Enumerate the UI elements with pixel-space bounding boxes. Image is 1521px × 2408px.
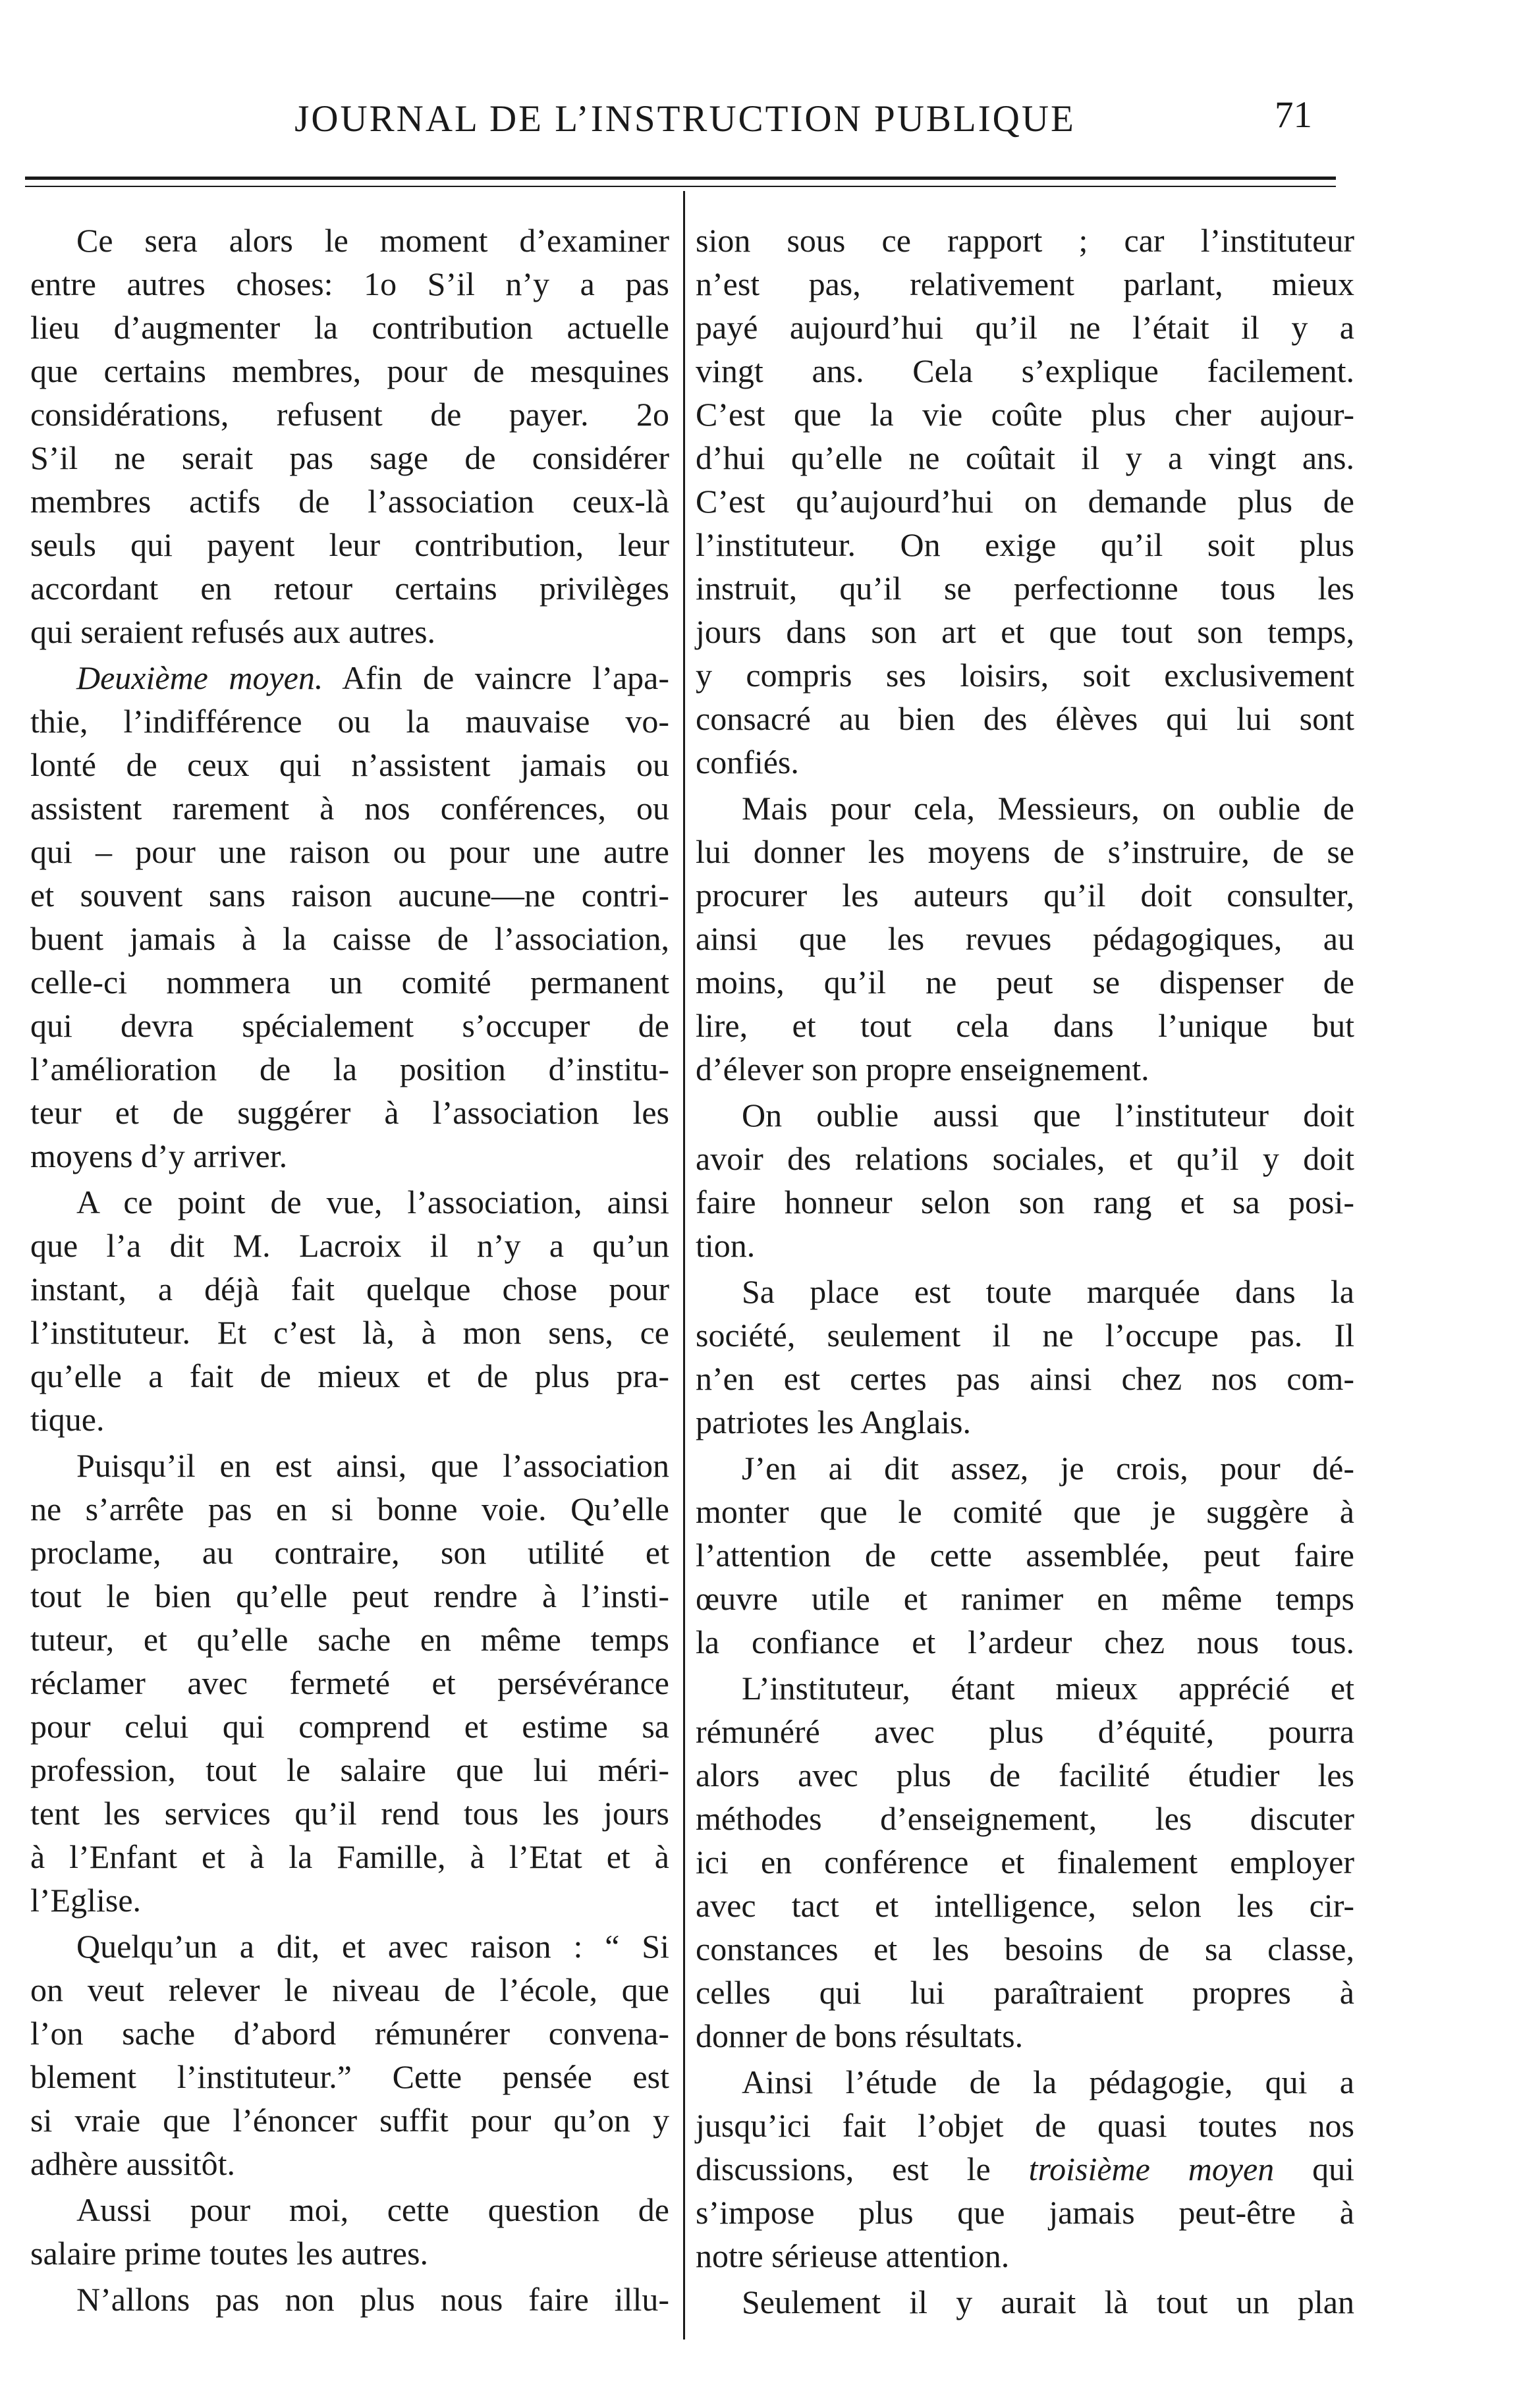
text-span: qui xyxy=(1312,2150,1354,2187)
paragraph-lead-line xyxy=(30,656,669,699)
text-line: blement l’instituteur.” Cette pensée est xyxy=(30,2058,669,2095)
text-line: ainsi que les revues pédagogiques, au xyxy=(696,920,1354,957)
text-line: œuvre utile et ranimer en même temps xyxy=(696,1580,1354,1617)
text-line: avoir des relations sociales, et qu’il y doit xyxy=(696,1140,1354,1177)
text-line: assistent rarement à nos conférences, ou xyxy=(30,790,669,827)
header-rule-thick xyxy=(25,177,1336,180)
text-line: méthodes d’enseignement, les discuter xyxy=(696,1800,1354,1837)
text-line: n’en est certes pas ainsi chez nos com- xyxy=(696,1360,1354,1397)
page-number: 71 xyxy=(1275,94,1312,136)
text-line: sion sous ce rapport ; car l’instituteur xyxy=(696,222,1354,259)
text-line: l’amélioration de la position d’institu- xyxy=(30,1051,669,1087)
text-line: celles qui lui paraîtraient propres à xyxy=(696,1974,1354,2011)
text-line: qui devra spécialement s’occuper de xyxy=(30,1007,669,1044)
text-line: Aussi pour moi, cette question de xyxy=(76,2191,669,2228)
text-line: moins, qu’il ne peut se dispenser de xyxy=(696,964,1354,1000)
text-line: patriotes les Anglais. xyxy=(696,1404,971,1440)
text-line: A ce point de vue, l’association, ainsi xyxy=(76,1184,669,1220)
text-line: lonté de ceux qui n’assistent jamais ou xyxy=(30,746,669,783)
text-line: C’est qu’aujourd’hui on demande plus de xyxy=(696,483,1354,520)
text-line: payé aujourd’hui qu’il ne l’était il y a xyxy=(696,309,1354,346)
text-line: l’on sache d’abord rémunérer convena- xyxy=(30,2015,669,2052)
header-rule-thin xyxy=(25,186,1336,187)
text-line: S’il ne serait pas sage de considérer xyxy=(30,439,669,476)
text-line: monter que le comité que je suggère à xyxy=(696,1493,1354,1530)
text-line: lieu d’augmenter la contribution actuelle xyxy=(30,309,669,346)
text-line: ne s’arrête pas en si bonne voie. Qu’elle xyxy=(30,1491,669,1527)
text-line: alors avec plus de facilité étudier les xyxy=(696,1757,1354,1793)
text-line: Puisqu’il en est ainsi, que l’association xyxy=(76,1447,669,1484)
text-line: instant, a déjà fait quelque chose pour xyxy=(30,1271,669,1307)
text-line: faire honneur selon son rang et sa posi- xyxy=(696,1184,1354,1220)
text-line: Seulement il y aurait là tout un plan xyxy=(742,2284,1354,2320)
text-line: buent jamais à la caisse de l’association, xyxy=(30,920,669,957)
text-line: accordant en retour certains privilèges xyxy=(30,570,669,607)
text-line: instruit, qu’il se perfectionne tous les xyxy=(696,570,1354,607)
text-line: Ce sera alors le moment d’examiner xyxy=(76,222,669,259)
text-line: que certains membres, pour de mesquines xyxy=(30,352,669,389)
italic-phrase: troisième moyen xyxy=(1028,2150,1275,2187)
text-line: entre autres choses: 1o S’il n’y a pas xyxy=(30,265,669,302)
text-line: d’élever son propre enseignement. xyxy=(696,1051,1149,1087)
text-line: lire, et tout cela dans l’unique but xyxy=(696,1007,1354,1044)
text-line: tout le bien qu’elle peut rendre à l’insti- xyxy=(30,1577,669,1614)
text-line: J’en ai dit assez, je crois, pour dé- xyxy=(742,1450,1354,1487)
text-line: considérations, refusent de payer. 2o xyxy=(30,396,669,433)
text-line: n’est pas, relativement parlant, mieux xyxy=(696,265,1354,302)
left-column xyxy=(30,219,669,2321)
text-line: que l’a dit M. Lacroix il n’y a qu’un xyxy=(30,1227,669,1264)
text-line: profession, tout le salaire que lui méri- xyxy=(30,1751,669,1788)
text-line: moyens d’y arriver. xyxy=(30,1137,288,1174)
text-line: consacré au bien des élèves qui lui sont xyxy=(696,700,1354,737)
text-span: discussions, est le xyxy=(696,2150,991,2187)
text-line: qu’elle a fait de mieux et de plus pra- xyxy=(30,1357,669,1394)
text-line: l’instituteur. Et c’est là, à mon sens, ce xyxy=(30,1314,669,1351)
text-line: adhère aussitôt. xyxy=(30,2145,236,2182)
text-line: tuteur, et qu’elle sache en même temps xyxy=(30,1621,669,1658)
text-line: la confiance et l’ardeur chez nous tous. xyxy=(696,1624,1354,1660)
text-line: Sa place est toute marquée dans la xyxy=(742,1273,1354,1310)
text-line: procurer les auteurs qu’il doit consulter, xyxy=(696,877,1354,914)
text-line: avec tact et intelligence, selon les cir- xyxy=(696,1887,1354,1924)
text-span: Afin de vaincre l’apa- xyxy=(342,659,669,696)
text-line: qui – pour une raison ou pour une autre xyxy=(30,833,669,870)
text-line: seuls qui payent leur contribution, leur xyxy=(30,526,669,563)
text-line-with-italic xyxy=(696,2147,1354,2191)
text-line: proclame, au contraire, son utilité et xyxy=(30,1534,669,1571)
text-line: jusqu’ici fait l’objet de quasi toutes nos xyxy=(696,2107,1354,2144)
text-line: membres actifs de l’association ceux-là xyxy=(30,483,669,520)
text-line: On oublie aussi que l’instituteur doit xyxy=(742,1097,1354,1134)
text-line: rémunéré avec plus d’équité, pourra xyxy=(696,1713,1354,1750)
text-line: à l’Enfant et à la Famille, à l’Etat et à xyxy=(30,1838,669,1875)
text-line: réclamer avec fermeté et persévérance xyxy=(30,1664,669,1701)
right-column xyxy=(696,219,1354,2324)
text-line: vingt ans. Cela s’explique facilement. xyxy=(696,352,1354,389)
text-line: pour celui qui comprend et estime sa xyxy=(30,1708,669,1745)
text-line: L’instituteur, étant mieux apprécié et xyxy=(742,1670,1354,1707)
italic-lead: Deuxième moyen. xyxy=(76,659,323,696)
text-line: N’allons pas non plus nous faire illu- xyxy=(76,2281,669,2318)
running-header-title: JOURNAL DE L’INSTRUCTION PUBLIQUE xyxy=(294,98,1076,140)
text-line: ici en conférence et finalement employer xyxy=(696,1844,1354,1880)
text-line: tique. xyxy=(30,1401,105,1438)
text-line: donner de bons résultats. xyxy=(696,2017,1024,2054)
text-line: confiés. xyxy=(696,744,799,780)
text-line: thie, l’indifférence ou la mauvaise vo- xyxy=(30,703,669,740)
text-line: salaire prime toutes les autres. xyxy=(30,2235,428,2272)
text-line: jours dans son art et que tout son temps, xyxy=(696,613,1354,650)
text-line: Mais pour cela, Messieurs, on oublie de xyxy=(742,790,1354,827)
text-line: d’hui qu’elle ne coûtait il y a vingt ans. xyxy=(696,439,1354,476)
text-line: l’instituteur. On exige qu’il soit plus xyxy=(696,526,1354,563)
text-line: si vraie que l’énoncer suffit pour qu’on y xyxy=(30,2102,669,2139)
text-line: Ainsi l’étude de la pédagogie, qui a xyxy=(742,2064,1354,2100)
text-line: qui seraient refusés aux autres. xyxy=(30,613,436,650)
text-line: y compris ses loisirs, soit exclusivement xyxy=(696,657,1354,694)
text-line: on veut relever le niveau de l’école, que xyxy=(30,1971,669,2008)
text-line: celle-ci nommera un comité permanent xyxy=(30,964,669,1000)
text-line: constances et les besoins de sa classe, xyxy=(696,1930,1354,1967)
text-line: société, seulement il ne l’occupe pas. Il xyxy=(696,1317,1354,1354)
text-line: C’est que la vie coûte plus cher aujour- xyxy=(696,396,1354,433)
text-line: lui donner les moyens de s’instruire, de se xyxy=(696,833,1354,870)
text-line: notre sérieuse attention. xyxy=(696,2237,1010,2274)
text-line: l’Eglise. xyxy=(30,1882,142,1919)
text-line: tent les services qu’il rend tous les jours xyxy=(30,1795,669,1832)
text-line: teur et de suggérer à l’association les xyxy=(30,1094,669,1131)
text-line: tion. xyxy=(696,1227,756,1264)
text-line: et souvent sans raison aucune—ne contri- xyxy=(30,877,669,914)
text-line: Quelqu’un a dit, et avec raison : “ Si xyxy=(76,1928,669,1965)
text-line: l’attention de cette assemblée, peut faire xyxy=(696,1537,1354,1573)
column-divider xyxy=(683,191,685,2340)
text-line: s’impose plus que jamais peut-être à xyxy=(696,2194,1354,2231)
